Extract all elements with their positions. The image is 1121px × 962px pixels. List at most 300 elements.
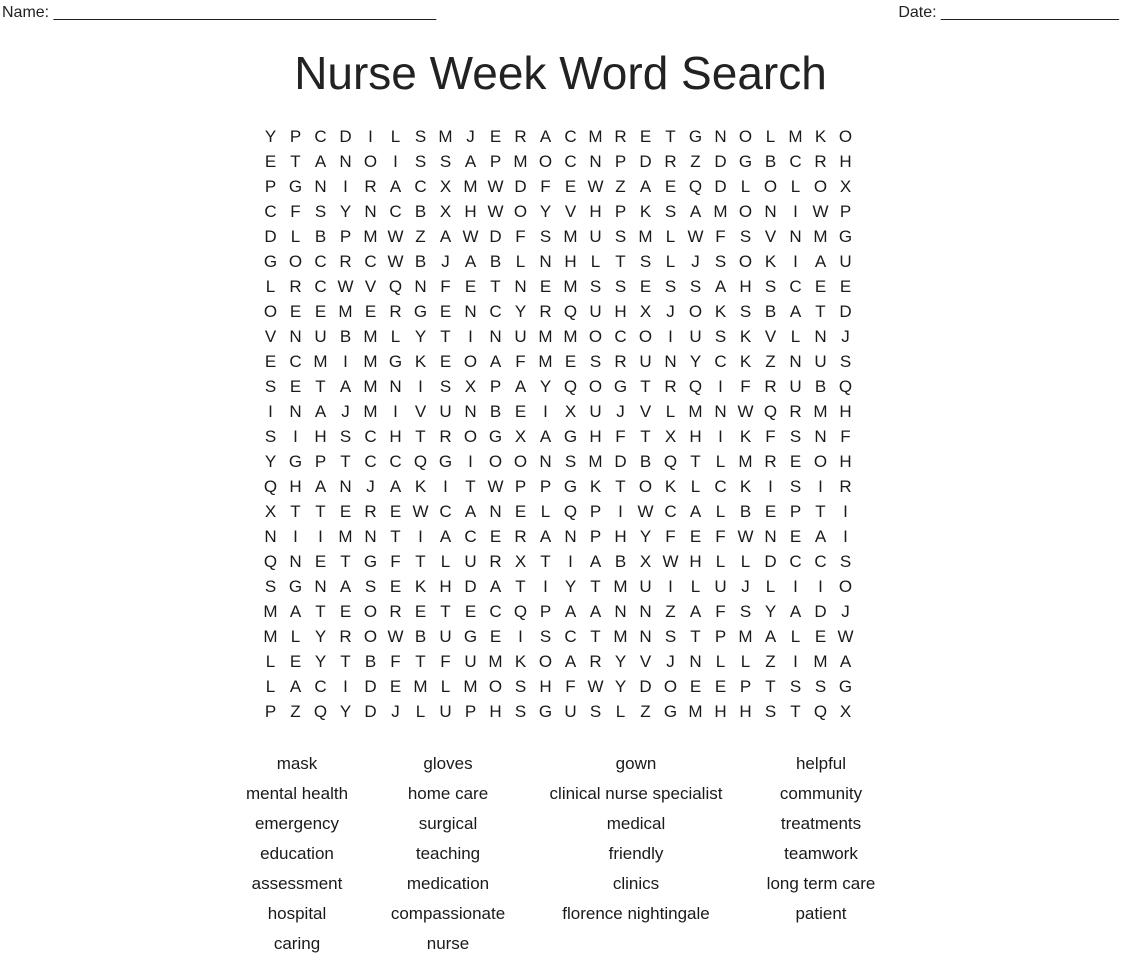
grid-letter[interactable]: N — [564, 527, 577, 546]
grid-letter[interactable]: S — [764, 277, 777, 296]
grid-letter[interactable]: T — [465, 477, 476, 496]
grid-letter[interactable]: S — [539, 227, 552, 246]
grid-letter[interactable]: G — [263, 252, 278, 271]
grid-letter[interactable]: X — [439, 202, 452, 221]
grid-letter[interactable]: B — [614, 552, 627, 571]
grid-letter[interactable]: H — [564, 252, 577, 271]
grid-letter[interactable]: L — [415, 702, 426, 721]
grid-letter[interactable]: R — [614, 127, 627, 146]
grid-letter[interactable]: R — [514, 127, 527, 146]
grid-letter[interactable]: U — [589, 227, 602, 246]
grid-letter[interactable]: B — [314, 227, 327, 246]
grid-letter[interactable]: W — [387, 252, 404, 271]
grid-letter[interactable]: O — [813, 452, 828, 471]
name-field[interactable]: Name: ___________________________________________ — [2, 4, 437, 21]
grid-letter[interactable]: C — [489, 302, 502, 321]
grid-letter[interactable]: P — [539, 602, 552, 621]
grid-letter[interactable]: Q — [263, 552, 278, 571]
grid-letter[interactable]: M — [813, 402, 828, 421]
grid-letter[interactable]: N — [689, 652, 702, 671]
grid-letter[interactable]: A — [464, 502, 477, 521]
grid-letter[interactable]: X — [514, 427, 527, 446]
grid-letter[interactable]: D — [764, 552, 777, 571]
grid-letter[interactable]: O — [738, 127, 753, 146]
grid-letter[interactable]: I — [418, 527, 423, 546]
grid-letter[interactable]: L — [665, 227, 676, 246]
grid-letter[interactable]: U — [589, 402, 602, 421]
grid-letter[interactable]: W — [462, 227, 479, 246]
grid-letter[interactable]: C — [564, 152, 577, 171]
grid-letter[interactable]: E — [439, 352, 452, 371]
grid-letter[interactable]: V — [639, 402, 652, 421]
grid-letter[interactable]: H — [739, 277, 752, 296]
grid-letter[interactable]: I — [568, 552, 573, 571]
grid-letter[interactable]: W — [687, 227, 704, 246]
grid-letter[interactable]: O — [263, 302, 278, 321]
grid-letter[interactable]: M — [688, 702, 703, 721]
grid-letter[interactable]: E — [764, 502, 777, 521]
grid-letter[interactable]: I — [843, 527, 848, 546]
grid-letter[interactable]: O — [688, 302, 703, 321]
grid-letter[interactable]: N — [489, 327, 502, 346]
grid-letter[interactable]: J — [841, 327, 850, 346]
grid-letter[interactable]: V — [764, 227, 777, 246]
grid-letter[interactable]: T — [440, 602, 451, 621]
grid-letter[interactable]: P — [839, 202, 852, 221]
grid-letter[interactable]: G — [488, 427, 503, 446]
grid-letter[interactable]: T — [590, 627, 601, 646]
grid-letter[interactable]: T — [415, 427, 426, 446]
grid-letter[interactable]: G — [463, 627, 478, 646]
grid-letter[interactable]: M — [738, 452, 753, 471]
grid-letter[interactable]: Y — [264, 127, 277, 146]
grid-letter[interactable]: N — [389, 377, 402, 396]
grid-letter[interactable]: M — [563, 227, 578, 246]
grid-letter[interactable]: S — [639, 252, 652, 271]
grid-letter[interactable]: W — [337, 277, 354, 296]
grid-letter[interactable]: O — [288, 252, 303, 271]
grid-letter[interactable]: A — [589, 552, 602, 571]
grid-letter[interactable]: C — [364, 452, 377, 471]
grid-letter[interactable]: B — [814, 377, 827, 396]
grid-letter[interactable]: J — [741, 577, 750, 596]
grid-letter[interactable]: E — [314, 302, 327, 321]
grid-letter[interactable]: L — [390, 327, 401, 346]
grid-letter[interactable]: O — [363, 152, 378, 171]
grid-letter[interactable]: V — [639, 652, 652, 671]
grid-letter[interactable]: T — [490, 277, 501, 296]
grid-letter[interactable]: S — [439, 152, 452, 171]
grid-letter[interactable]: T — [640, 427, 651, 446]
grid-letter[interactable]: E — [289, 652, 302, 671]
grid-letter[interactable]: Q — [688, 177, 703, 196]
grid-letter[interactable]: R — [764, 452, 777, 471]
grid-letter[interactable]: A — [789, 602, 802, 621]
grid-letter[interactable]: X — [664, 427, 677, 446]
grid-letter[interactable]: S — [589, 277, 602, 296]
grid-letter[interactable]: R — [339, 252, 352, 271]
grid-letter[interactable]: L — [290, 227, 301, 246]
grid-letter[interactable]: O — [513, 202, 528, 221]
grid-letter[interactable]: J — [341, 402, 350, 421]
grid-letter[interactable]: C — [314, 277, 327, 296]
grid-letter[interactable]: S — [414, 127, 427, 146]
grid-letter[interactable]: B — [339, 327, 352, 346]
grid-letter[interactable]: K — [739, 352, 752, 371]
grid-letter[interactable]: C — [264, 202, 277, 221]
grid-letter[interactable]: M — [788, 127, 803, 146]
grid-letter[interactable]: R — [339, 627, 352, 646]
grid-letter[interactable]: I — [843, 502, 848, 521]
grid-letter[interactable]: S — [264, 427, 277, 446]
grid-letter[interactable]: V — [564, 202, 577, 221]
grid-letter[interactable]: C — [789, 152, 802, 171]
grid-letter[interactable]: G — [438, 452, 453, 471]
grid-letter[interactable]: Z — [640, 702, 651, 721]
grid-letter[interactable]: L — [515, 252, 526, 271]
grid-letter[interactable]: S — [839, 552, 852, 571]
grid-letter[interactable]: D — [714, 152, 727, 171]
grid-letter[interactable]: E — [714, 677, 727, 696]
grid-letter[interactable]: E — [289, 377, 302, 396]
grid-letter[interactable]: O — [463, 427, 478, 446]
grid-letter[interactable]: Y — [514, 302, 527, 321]
grid-letter[interactable]: C — [489, 602, 502, 621]
grid-letter[interactable]: L — [740, 552, 751, 571]
grid-letter[interactable]: E — [789, 527, 802, 546]
grid-letter[interactable]: H — [314, 427, 327, 446]
grid-letter[interactable]: N — [814, 427, 827, 446]
grid-letter[interactable]: Q — [763, 402, 778, 421]
grid-letter[interactable]: X — [639, 302, 652, 321]
grid-letter[interactable]: S — [589, 352, 602, 371]
grid-letter[interactable]: N — [514, 277, 527, 296]
grid-letter[interactable]: R — [614, 352, 627, 371]
grid-letter[interactable]: K — [639, 202, 652, 221]
grid-letter[interactable]: Q — [388, 277, 403, 296]
grid-letter[interactable]: P — [589, 527, 602, 546]
grid-letter[interactable]: S — [589, 702, 602, 721]
grid-letter[interactable]: J — [666, 302, 675, 321]
grid-letter[interactable]: L — [390, 127, 401, 146]
grid-letter[interactable]: Q — [813, 702, 828, 721]
grid-letter[interactable]: F — [840, 427, 851, 446]
grid-letter[interactable]: E — [264, 152, 277, 171]
grid-letter[interactable]: T — [390, 527, 401, 546]
grid-letter[interactable]: X — [839, 177, 852, 196]
grid-letter[interactable]: C — [789, 552, 802, 571]
grid-letter[interactable]: Q — [563, 502, 578, 521]
grid-letter[interactable]: C — [564, 127, 577, 146]
grid-letter[interactable]: F — [615, 427, 626, 446]
grid-letter[interactable]: M — [513, 152, 528, 171]
grid-letter[interactable]: P — [589, 502, 602, 521]
grid-letter[interactable]: N — [314, 577, 327, 596]
grid-letter[interactable]: D — [339, 127, 352, 146]
grid-letter[interactable]: M — [638, 227, 653, 246]
grid-letter[interactable]: A — [464, 252, 477, 271]
grid-letter[interactable]: B — [364, 652, 377, 671]
grid-letter[interactable]: F — [515, 352, 526, 371]
grid-letter[interactable]: T — [315, 377, 326, 396]
grid-letter[interactable]: Z — [765, 352, 776, 371]
grid-letter[interactable]: I — [793, 252, 798, 271]
grid-letter[interactable]: E — [414, 602, 427, 621]
grid-letter[interactable]: B — [639, 452, 652, 471]
grid-letter[interactable]: U — [689, 327, 702, 346]
grid-letter[interactable]: C — [439, 502, 452, 521]
grid-letter[interactable]: F — [715, 527, 726, 546]
grid-letter[interactable]: I — [293, 427, 298, 446]
grid-letter[interactable]: H — [539, 677, 552, 696]
grid-letter[interactable]: D — [639, 677, 652, 696]
grid-letter[interactable]: G — [738, 152, 753, 171]
grid-letter[interactable]: U — [464, 552, 477, 571]
grid-letter[interactable]: N — [364, 202, 377, 221]
grid-letter[interactable]: S — [314, 202, 327, 221]
grid-letter[interactable]: A — [514, 377, 527, 396]
grid-letter[interactable]: S — [614, 227, 627, 246]
grid-letter[interactable]: L — [265, 277, 276, 296]
grid-letter[interactable]: D — [264, 227, 277, 246]
grid-letter[interactable]: L — [690, 477, 701, 496]
grid-letter[interactable]: B — [414, 202, 427, 221]
grid-letter[interactable]: E — [839, 277, 852, 296]
grid-letter[interactable]: P — [514, 477, 527, 496]
grid-letter[interactable]: V — [764, 327, 777, 346]
grid-letter[interactable]: G — [288, 577, 303, 596]
grid-letter[interactable]: Y — [539, 377, 552, 396]
grid-letter[interactable]: U — [814, 352, 827, 371]
grid-letter[interactable]: T — [515, 577, 526, 596]
grid-letter[interactable]: O — [663, 677, 678, 696]
grid-letter[interactable]: S — [514, 702, 527, 721]
grid-letter[interactable]: C — [389, 452, 402, 471]
grid-letter[interactable]: I — [668, 577, 673, 596]
grid-letter[interactable]: K — [414, 352, 427, 371]
grid-letter[interactable]: N — [339, 152, 352, 171]
grid-letter[interactable]: C — [564, 627, 577, 646]
grid-letter[interactable]: M — [713, 202, 728, 221]
grid-letter[interactable]: I — [393, 152, 398, 171]
grid-letter[interactable]: X — [839, 702, 852, 721]
grid-letter[interactable]: E — [564, 177, 577, 196]
grid-letter[interactable]: A — [439, 527, 452, 546]
grid-letter[interactable]: D — [614, 452, 627, 471]
grid-letter[interactable]: M — [363, 227, 378, 246]
grid-letter[interactable]: M — [438, 127, 453, 146]
grid-letter[interactable]: F — [565, 677, 576, 696]
grid-letter[interactable]: F — [440, 652, 451, 671]
grid-letter[interactable]: B — [739, 502, 752, 521]
grid-letter[interactable]: N — [714, 402, 727, 421]
grid-letter[interactable]: H — [839, 452, 852, 471]
grid-letter[interactable]: Y — [314, 627, 327, 646]
grid-letter[interactable]: D — [464, 577, 477, 596]
grid-letter[interactable]: A — [464, 152, 477, 171]
grid-letter[interactable]: C — [664, 502, 677, 521]
grid-letter[interactable]: S — [714, 252, 727, 271]
grid-letter[interactable]: Y — [339, 202, 352, 221]
grid-letter[interactable]: M — [263, 602, 278, 621]
grid-letter[interactable]: E — [339, 602, 352, 621]
grid-letter[interactable]: T — [340, 552, 351, 571]
grid-letter[interactable]: X — [439, 177, 452, 196]
grid-letter[interactable]: O — [538, 152, 553, 171]
grid-letter[interactable]: G — [563, 427, 578, 446]
grid-letter[interactable]: T — [590, 577, 601, 596]
grid-letter[interactable]: S — [739, 302, 752, 321]
grid-letter[interactable]: Q — [513, 602, 528, 621]
grid-letter[interactable]: P — [339, 227, 352, 246]
grid-letter[interactable]: I — [393, 402, 398, 421]
grid-letter[interactable]: E — [539, 277, 552, 296]
grid-letter[interactable]: L — [740, 652, 751, 671]
grid-letter[interactable]: S — [814, 677, 827, 696]
grid-letter[interactable]: F — [740, 377, 751, 396]
grid-letter[interactable]: L — [715, 452, 726, 471]
grid-letter[interactable]: W — [387, 627, 404, 646]
grid-letter[interactable]: N — [789, 227, 802, 246]
grid-letter[interactable]: P — [714, 627, 727, 646]
grid-letter[interactable]: I — [793, 652, 798, 671]
grid-letter[interactable]: F — [390, 652, 401, 671]
grid-letter[interactable]: S — [839, 352, 852, 371]
grid-letter[interactable]: M — [463, 177, 478, 196]
grid-letter[interactable]: U — [314, 327, 327, 346]
grid-letter[interactable]: I — [468, 327, 473, 346]
grid-letter[interactable]: A — [289, 677, 302, 696]
grid-letter[interactable]: R — [539, 302, 552, 321]
grid-letter[interactable]: U — [714, 577, 727, 596]
grid-letter[interactable]: O — [488, 452, 503, 471]
grid-letter[interactable]: N — [764, 202, 777, 221]
grid-letter[interactable]: T — [540, 552, 551, 571]
grid-letter[interactable]: O — [813, 177, 828, 196]
grid-letter[interactable]: V — [414, 402, 427, 421]
grid-letter[interactable]: T — [690, 627, 701, 646]
grid-letter[interactable]: B — [764, 152, 777, 171]
grid-letter[interactable]: I — [618, 502, 623, 521]
grid-letter[interactable]: A — [314, 152, 327, 171]
grid-letter[interactable]: I — [793, 577, 798, 596]
grid-letter[interactable]: R — [664, 377, 677, 396]
grid-letter[interactable]: N — [464, 302, 477, 321]
grid-letter[interactable]: N — [814, 327, 827, 346]
grid-letter[interactable]: X — [264, 502, 277, 521]
grid-letter[interactable]: P — [789, 502, 802, 521]
grid-letter[interactable]: E — [564, 352, 577, 371]
grid-letter[interactable]: I — [668, 327, 673, 346]
grid-letter[interactable]: C — [364, 252, 377, 271]
grid-letter[interactable]: R — [489, 552, 502, 571]
grid-letter[interactable]: E — [489, 527, 502, 546]
grid-letter[interactable]: K — [514, 652, 527, 671]
grid-letter[interactable]: C — [414, 177, 427, 196]
grid-letter[interactable]: W — [737, 402, 754, 421]
grid-letter[interactable]: E — [264, 352, 277, 371]
grid-letter[interactable]: A — [489, 577, 502, 596]
grid-letter[interactable]: R — [389, 602, 402, 621]
grid-letter[interactable]: Q — [838, 377, 853, 396]
grid-letter[interactable]: N — [764, 527, 777, 546]
grid-letter[interactable]: Z — [290, 702, 301, 721]
grid-letter[interactable]: O — [738, 202, 753, 221]
grid-letter[interactable]: F — [515, 227, 526, 246]
grid-letter[interactable]: T — [440, 327, 451, 346]
grid-letter[interactable]: T — [340, 652, 351, 671]
grid-letter[interactable]: T — [290, 502, 301, 521]
grid-letter[interactable]: E — [289, 302, 302, 321]
grid-letter[interactable]: A — [389, 477, 402, 496]
grid-letter[interactable]: Y — [614, 652, 627, 671]
grid-letter[interactable]: I — [718, 427, 723, 446]
grid-letter[interactable]: R — [839, 477, 852, 496]
grid-letter[interactable]: M — [613, 627, 628, 646]
grid-letter[interactable]: W — [412, 502, 429, 521]
grid-letter[interactable]: W — [662, 552, 679, 571]
grid-letter[interactable]: M — [688, 402, 703, 421]
grid-letter[interactable]: C — [314, 127, 327, 146]
grid-letter[interactable]: I — [818, 577, 823, 596]
grid-letter[interactable]: M — [538, 352, 553, 371]
grid-letter[interactable]: Q — [313, 702, 328, 721]
grid-letter[interactable]: M — [463, 677, 478, 696]
grid-letter[interactable]: Z — [615, 177, 626, 196]
grid-letter[interactable]: L — [665, 402, 676, 421]
grid-letter[interactable]: N — [364, 527, 377, 546]
grid-letter[interactable]: W — [587, 177, 604, 196]
grid-letter[interactable]: E — [364, 302, 377, 321]
grid-letter[interactable]: W — [487, 177, 504, 196]
grid-letter[interactable]: I — [368, 127, 373, 146]
grid-letter[interactable]: A — [764, 627, 777, 646]
grid-letter[interactable]: C — [714, 477, 727, 496]
grid-letter[interactable]: T — [790, 702, 801, 721]
grid-letter[interactable]: M — [363, 402, 378, 421]
grid-letter[interactable]: F — [390, 552, 401, 571]
grid-letter[interactable]: H — [439, 577, 452, 596]
grid-letter[interactable]: I — [818, 477, 823, 496]
grid-letter[interactable]: L — [540, 502, 551, 521]
grid-letter[interactable]: A — [564, 602, 577, 621]
grid-letter[interactable]: L — [690, 577, 701, 596]
grid-letter[interactable]: E — [489, 627, 502, 646]
grid-letter[interactable]: F — [540, 177, 551, 196]
grid-letter[interactable]: G — [288, 177, 303, 196]
grid-letter[interactable]: W — [637, 502, 654, 521]
grid-letter[interactable]: U — [639, 577, 652, 596]
grid-letter[interactable]: L — [665, 252, 676, 271]
grid-letter[interactable]: S — [439, 377, 452, 396]
grid-letter[interactable]: O — [638, 327, 653, 346]
grid-letter[interactable]: E — [439, 302, 452, 321]
grid-letter[interactable]: N — [289, 402, 302, 421]
grid-letter[interactable]: N — [464, 402, 477, 421]
grid-letter[interactable]: G — [613, 377, 628, 396]
grid-letter[interactable]: O — [638, 477, 653, 496]
grid-letter[interactable]: L — [765, 577, 776, 596]
grid-letter[interactable]: P — [489, 152, 502, 171]
grid-letter[interactable]: E — [464, 277, 477, 296]
grid-letter[interactable]: O — [463, 352, 478, 371]
grid-letter[interactable]: A — [639, 177, 652, 196]
grid-letter[interactable]: J — [441, 252, 450, 271]
grid-letter[interactable]: S — [739, 227, 752, 246]
grid-letter[interactable]: E — [314, 552, 327, 571]
grid-letter[interactable]: P — [739, 677, 752, 696]
grid-letter[interactable]: O — [838, 127, 853, 146]
